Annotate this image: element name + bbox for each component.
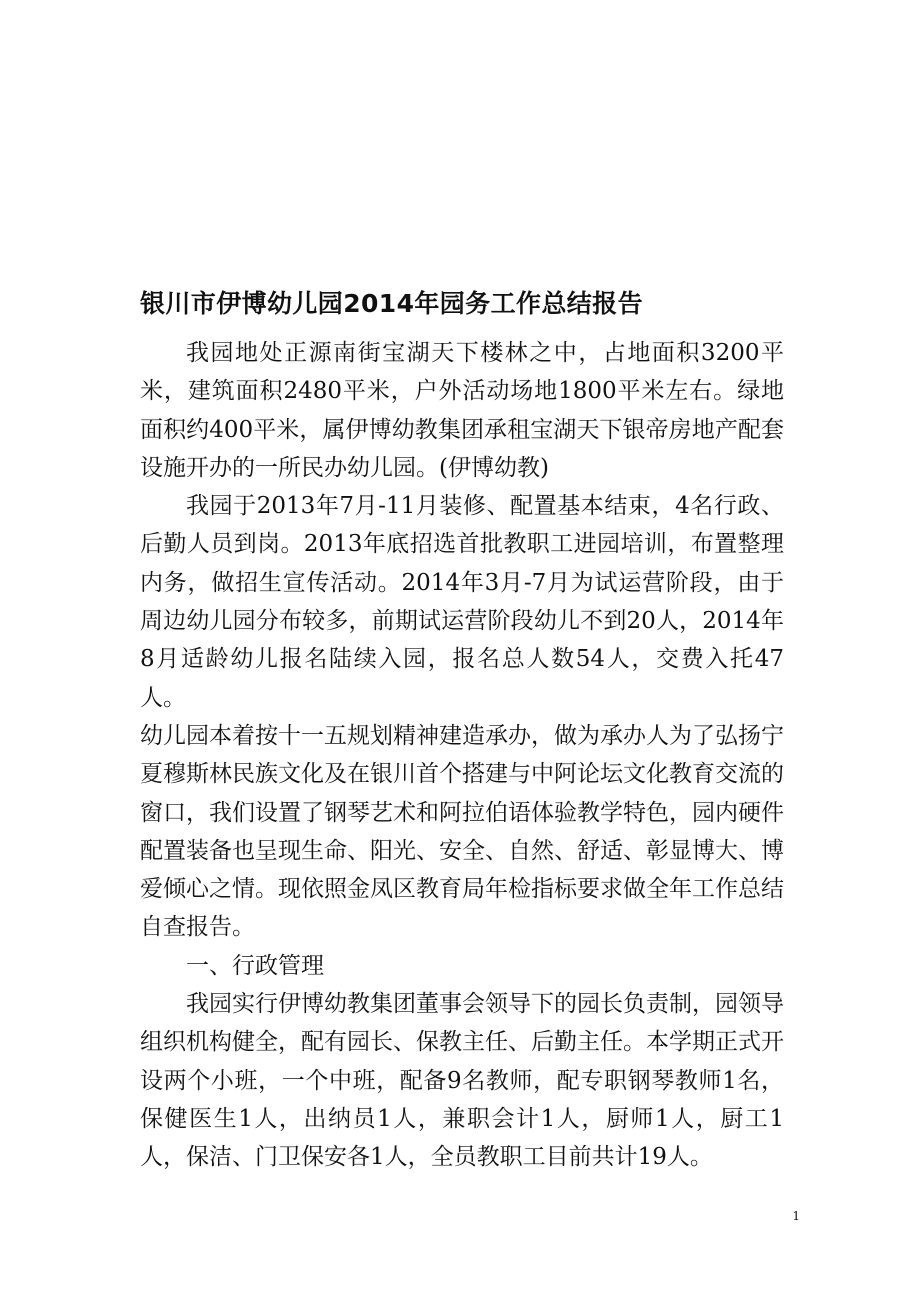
paragraph-mission: 幼儿园本着按十一五规划精神建造承办，做为承办人为了弘扬宁夏穆斯林民族文化及在银川首个搭建与中阿论坛文化教育交流的窗口，我们设置了钢琴艺术和阿拉伯语体验教学特色，园内硬件配置装备也呈现生命、阳光、安全、自然、舒适、彰显博大、博爱倾心之情。现依照金凤区教育局年检指标要求做全年工作总结自查报告。 <box>140 722 784 941</box>
section-heading-administration: 一、行政管理 <box>186 952 324 979</box>
document-title: 银川市伊博幼儿园2014年园务工作总结报告 <box>140 289 643 318</box>
paragraph-location: 我园地处正源南街宝湖天下楼林之中，占地面积3200平米，建筑面积2480平米，户外活动场地1800平米左右。绿地面积约400平米，属伊博幼教集团承租宝湖天下银帝房地产配套设施开办的一所民办幼儿园。(伊博幼教) <box>140 340 784 481</box>
paragraph-history: 我园于2013年7月-11月装修、配置基本结束，4名行政、后勤人员到岗。2013年底招选首批教职工进园培训，布置整理内务，做招生宣传活动。2014年3月-7月为试运营阶段，由于周边幼儿园分布较多，前期试运营阶段幼儿不到20人，2014年8月适龄幼儿报名陆续入园，报名总人数54人，交费入托47人。 <box>140 493 784 711</box>
paragraph-administration: 我园实行伊博幼教集团董事会领导下的园长负责制，园领导组织机构健全，配有园长、保教主任、后勤主任。本学期正式开设两个小班，一个中班，配备9名教师，配专职钢琴教师1名，保健医生1人，出纳员1人，兼职会计1人，厨师1人，厨工1人，保洁、门卫保安各1人，全员教职工目前共计19人。 <box>140 991 784 1171</box>
page-number: 1 <box>792 1209 800 1223</box>
document-body <box>140 334 784 1177</box>
